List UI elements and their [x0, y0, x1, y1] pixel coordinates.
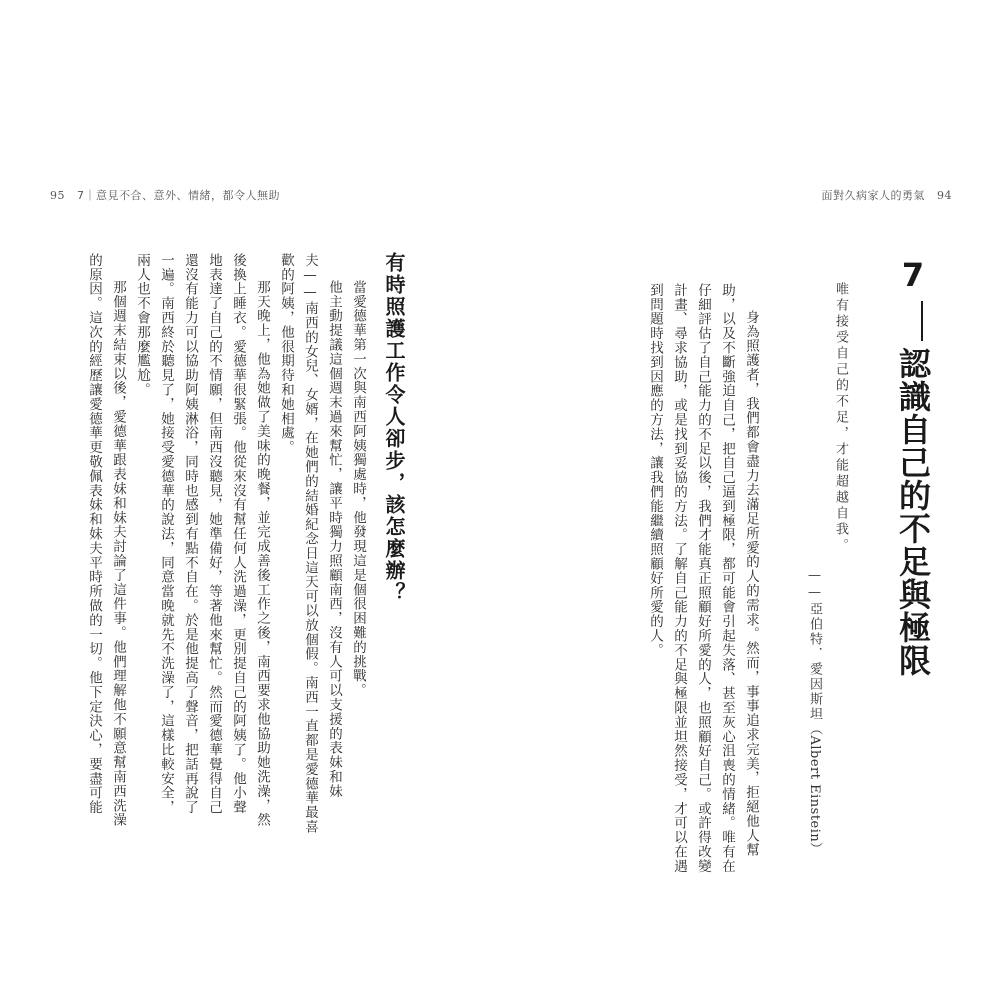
body-line: 後換上睡衣。愛德華很緊張。他從來沒有幫任何人洗過澡，更別提自己的阿姨了。他小聲 [230, 253, 246, 815]
body-line: 還沒有能力可以協助阿姨淋浴，同時也感到有點不自在。於是他提高了聲音，把話再說了 [182, 253, 198, 815]
section-heading: 有時照護工作令人卻步，該怎麼辦？ [382, 252, 406, 604]
body-line: 身為照護者，我們都會盡力去滿足所愛的人的需求。然而，事事追求完美，拒絕他人幫 [743, 310, 759, 858]
epigraph-attribution [805, 568, 824, 856]
attribution-latin: （Albert Einstein） [807, 722, 822, 856]
running-title-left: 7｜意見不合、意外、情緒，都令人無助 [77, 189, 280, 202]
body-line: 計畫、尋求協助，或是找到妥協的方法。了解自己能力的不足與極限並坦然接受，才可以在遇 [671, 283, 687, 874]
chapter-title [890, 256, 936, 677]
body-line: 歡的阿姨，他很期待和她相處。 [278, 253, 294, 455]
attribution-name: ——亞伯特．愛因斯坦 [807, 568, 822, 722]
body-line: 仔細評估了自己能力的不足以後，我們才能真正照顧好所愛的人，也照顧好自己。或許得改變 [695, 283, 711, 874]
running-header-left [50, 187, 280, 203]
body-line: 地表達了自己的不情願，但南西沒聽見，她準備好，等著他來幫忙。然而愛德華覺得自己 [206, 253, 222, 815]
left-page-body [82, 253, 370, 834]
chapter-number: 7 [894, 256, 932, 295]
body-line: 助，以及不斷強迫自己，把自己逼到極限，都可能會引起失落、甚至灰心沮喪的情緒。唯有在 [719, 283, 735, 874]
body-line: 當愛德華第一次與南西阿姨獨處時，他發現這是個很困難的挑戰。 [350, 280, 366, 698]
running-header-right [822, 187, 953, 203]
body-line: 兩人也不會那麼尷尬。 [134, 253, 150, 397]
epigraph-quote: 唯有接受自己的不足，才能超越自我。 [833, 282, 848, 554]
chapter-rule [921, 301, 923, 341]
body-line: 到問題時找到因應的方法，讓我們能繼續照顧好所愛的人。 [647, 283, 663, 658]
body-line: 夫——南西的女兒、女婿，在她們的結婚紀念日這天可以放個假。南西一直都是愛德華最喜 [302, 253, 318, 834]
page-number-left: 95 [50, 189, 65, 202]
body-line: 一遍。南西終於聽見了，她接受愛德華的說法，同意當晚就先不洗澡了，這樣比較安全， [158, 253, 174, 815]
body-line: 他主動提議這個週末過來幫忙，讓平時獨力照顧南西，沒有人可以支援的表妹和妹 [326, 280, 342, 799]
chapter-title-text: 認識自己的不足與極限 [894, 347, 932, 677]
body-line: 那個週末結束以後，愛德華跟表妹和妹夫討論了這件事。他們理解他不願意幫南西洗澡 [110, 280, 126, 828]
page-number-right: 94 [937, 189, 952, 202]
body-line: 的原因。這次的經歷讓愛德華更敬佩表妹和妹夫平時所做的一切。他下定決心，要盡可能 [86, 253, 102, 815]
body-line: 那天晚上，他為她做了美味的晚餐，並完成善後工作之後，南西要求他協助她洗澡，然 [254, 280, 270, 828]
right-page-body [643, 283, 763, 873]
running-title-right: 面對久病家人的勇氣 [821, 189, 925, 202]
